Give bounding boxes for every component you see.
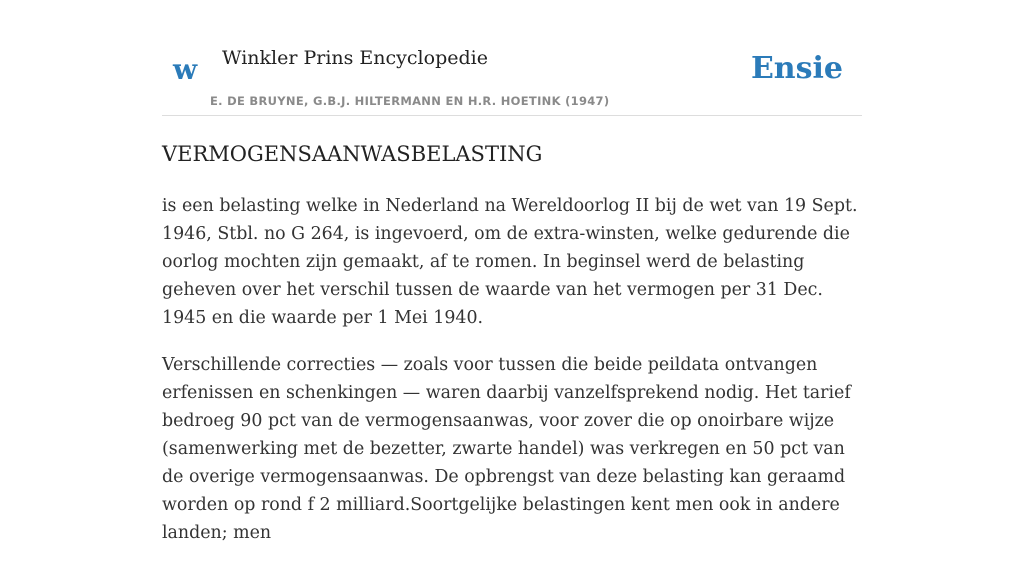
article-paragraph-2: Verschillende correcties — zoals voor tussen die beide peildata ontvangen erfenissen en schenkingen — waren daarbij vanzelfsprekend nodig. Het tarief bedroeg 90 pct van de vermogensaanwas, voor zover die op onoirbare wijze (samenwerking met de bezetter, zwarte handel) was verkregen en 50 pct van de overige vermogensaanwas. De opbrengst van deze belasting kan geraamd worden op rond f 2 milliard.Soortgelijke belastingen kent men ook in andere landen; men xyxy=(162,355,851,543)
ensie-logo[interactable]: Ensie xyxy=(750,51,843,86)
authors-byline: E. DE BRUYNE, G.B.J. HILTERMANN EN H.R. HOETINK (1947) xyxy=(210,94,610,108)
entry-title: VERMOGENSAANWASBELASTING xyxy=(162,142,543,166)
header-divider xyxy=(162,115,862,116)
winkler-prins-logo-w[interactable]: w xyxy=(173,53,198,86)
article-body xyxy=(162,192,862,566)
article-paragraph-1: is een belasting welke in Nederland na Wereldoorlog II bij de wet van 19 Sept. 1946, Stbl. no G 264, is ingevoerd, om de extra-winsten, welke gedurende die oorlog mochten zijn gemaakt, af te romen. In beginsel werd de belasting geheven over het verschil tussen de waarde van het vermogen per 31 Dec. 1945 en die waarde per 1 Mei 1940. xyxy=(162,196,858,328)
site-title[interactable]: Winkler Prins Encyclopedie xyxy=(222,47,488,69)
